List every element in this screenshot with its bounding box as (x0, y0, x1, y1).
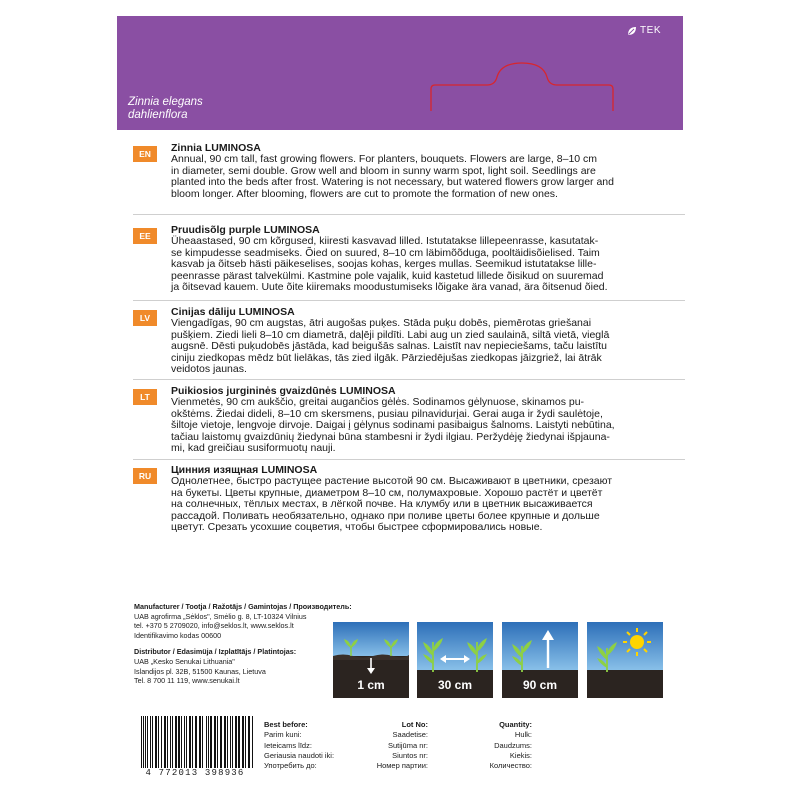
section-text-en (171, 154, 667, 200)
best-before-label: Parim kuni: (264, 730, 302, 740)
text-line: bloom longer. After blooming, flowers are cut to promote the formation of new ones. (171, 187, 558, 200)
barcode-number: 4 772013 398936 (135, 768, 255, 778)
section-title-en: Zinnia LUMINOSA (171, 142, 261, 154)
latin-name (128, 96, 203, 122)
plant-spacing-label: 30 cm (437, 678, 473, 692)
plant-height-pictogram (502, 622, 578, 698)
section-title-lv: Cinijas dāliju LUMINOSA (171, 306, 295, 318)
text-line: Annual, 90 cm tall, fast growing flowers. For planters, bouquets. Flowers are large, 8–10 cm (171, 153, 598, 165)
section-text-ru (171, 476, 667, 534)
language-badge-ee: EE (133, 228, 157, 244)
section-title-lt: Puikiosios jurgininės gvaizdūnės LUMINOSA (171, 385, 396, 397)
text-line: okštėms. Žiedai dideli, 8–10 cm skersmens, pusiau pilnavidurįai. Gerai auga ir žydi saulėtoje, (171, 407, 603, 420)
plant-height-label: 90 cm (522, 678, 558, 692)
brand-logo (627, 25, 661, 36)
text-line: рассадой. Поливать необязательно, однако при поливе цветы более крупные и дольше (171, 509, 600, 522)
text-line: augsnē. Dēsti puķudobēs jāstāda, kad beigušās salnas. Laistīt nav nepieciešams, taču laistītu (171, 340, 608, 353)
lot-number-label: Номер партии: (376, 761, 428, 771)
latin-name-line-1: Zinnia elegans (128, 96, 203, 108)
brand-name: TEK (640, 25, 661, 36)
text-line: цветут. Срезать усохшие соцветия, чтобы быстрее сформировались новые. (171, 521, 543, 534)
distributor-contacts: Tel. 8 700 11 119, www.senukai.lt (134, 676, 240, 686)
best-before-label: Best before: (264, 720, 308, 729)
manufacturer-heading: Manufacturer / Tootja / Ražotājs / Gamintojas / Производитель: (134, 602, 352, 611)
section-title-ru: Цинния изящная LUMINOSA (171, 464, 318, 476)
distributor-name: UAB „Kesko Senukai Lithuania" (134, 656, 235, 666)
lot-number-label: Lot No: (401, 720, 428, 729)
lot-number-labels (340, 720, 428, 771)
quantity-label: Daudzums: (494, 740, 532, 750)
best-before-label: Geriausia naudoti iki: (264, 750, 335, 760)
sowing-depth-pictogram (333, 622, 409, 698)
lot-number-label: Saadetise: (392, 730, 428, 740)
distributor-address: Islandijos pl. 32B, 51500 Kaunas, Lietuva (134, 666, 266, 676)
section-text-lv (171, 318, 667, 376)
language-badge-ru: RU (133, 468, 157, 484)
section-divider (133, 214, 685, 215)
text-line: veidotos jaunas. (171, 363, 247, 376)
quantity-label: Hulk: (514, 730, 532, 740)
sunlight-pictogram (587, 622, 663, 698)
text-line: на букеты. Цветы крупные, диаметром 8–10 см, полумахровые. Хорошо растёт и цветёт (171, 486, 603, 499)
text-line: Üheaastased, 90 cm kõrgused, kiiresti kasvavad lilled. Istutatakse lillepeenrasse, kasutatak- (171, 235, 599, 247)
text-line: на солнечных, тёплых местах, в лёгкой почве. На клумбу или в цветник высаживается (171, 498, 593, 511)
text-line: ciniju ziedkopas mēdz būt lielākas, tās zied ilgāk. Pārziedējušas ziedkopas jāizgriež, lai ātrāk (171, 351, 602, 364)
text-line: ja õitsevad kauem. Uute õite kiiremaks moodustumiseks lõigake ära vanad, ära õitsenud õied. (171, 281, 608, 294)
best-before-label: Ieteicams līdz: (264, 740, 312, 750)
language-badge-lv: LV (133, 310, 157, 326)
text-line: šiltoje vietoje, lengvoje dirvoje. Daigai į gėlynus sodinami pasibaigus šalnoms. Laistyti nebūtina, (171, 419, 615, 432)
section-title-ee: Pruudisõlg purple LUMINOSA (171, 224, 320, 236)
lot-number-label: Siuntos nr: (392, 750, 428, 760)
section-text-lt (171, 397, 667, 455)
latin-name-line-2: dahlienflora (128, 109, 188, 121)
manufacturer-code: Identifikavimo kodas 00600 (134, 630, 222, 640)
section-text-ee (171, 236, 667, 294)
section-divider (133, 459, 685, 460)
text-line: pušķiem. Ziedi lieli 8–10 cm diametrā, daļēji pildīti. Labi aug un zied saulainā, siltā vietā, vieglā (171, 328, 610, 341)
hang-hole-outline (427, 51, 617, 113)
text-line: Однолетнее, быстро растущее растение высотой 90 см. Высаживают в цветники, срезают (171, 475, 613, 487)
text-line: planted into the beds after frost. Watering is not necessary, but watered flowers grow larger and (171, 176, 614, 189)
company-info (134, 602, 352, 686)
language-badge-en: EN (133, 146, 157, 162)
text-line: mi, kad greičiau susiformuotų nauji. (171, 442, 336, 455)
language-badge-lt: LT (133, 389, 157, 405)
section-divider (133, 379, 685, 380)
text-line: in diameter, semi double. Grow well and bloom in sunny warm spot, light soil. Seedlings are (171, 164, 596, 177)
text-line: Vienmetės, 90 cm aukščio, greitai augančios gėlės. Sodinamos gėlynuose, skinamos pu- (171, 396, 585, 408)
text-line: kasvab ja õitseb hästi päikeselises, soojas kohas, kerges mullas. Seemikud istutatakse lille- (171, 258, 597, 271)
best-before-labels (264, 720, 334, 771)
text-line: tačiau laistomų gvaizdūnių žiedynai būna stambesni ir žydi ilgiau. Peržydėję žiedynai išpjauna- (171, 430, 610, 443)
quantity-labels (460, 720, 532, 771)
quantity-label: Kiekis: (509, 750, 532, 760)
manufacturer-contacts: tel. +370 5 2709020, info@seklos.lt, www.seklos.lt (134, 621, 294, 631)
plant-spacing-pictogram (417, 622, 493, 698)
quantity-label: Quantity: (499, 720, 532, 729)
quantity-label: Количество: (489, 761, 532, 771)
text-line: Viengadīgas, 90 cm augstas, ātri augošas puķes. Stāda puķu dobēs, piemērotas griešanai (171, 317, 592, 329)
leaf-icon (627, 26, 637, 36)
section-divider (133, 300, 685, 301)
manufacturer-address: UAB agrofirma „Sėklos", Smėlio g. 8, LT-10324 Vilnius (134, 611, 307, 621)
distributor-heading: Distributor / Edasimüja / Izplatītājs / Platintojas: (134, 647, 297, 657)
best-before-label: Употребить до: (264, 761, 317, 771)
text-line: peenrasse pärast talvekülmi. Kastmine pole vajalik, kuid kastetud lillede õisikud on suuremad (171, 269, 604, 282)
lot-number-label: Sutijūma nr: (387, 740, 428, 750)
packet-header (117, 16, 683, 130)
sowing-depth-label: 1 cm (357, 678, 385, 692)
text-line: se kimpudesse seadmiseks. Õied on suured, 8–10 cm läbimõõduga, pooltäidisõielised. Taim (171, 246, 600, 259)
